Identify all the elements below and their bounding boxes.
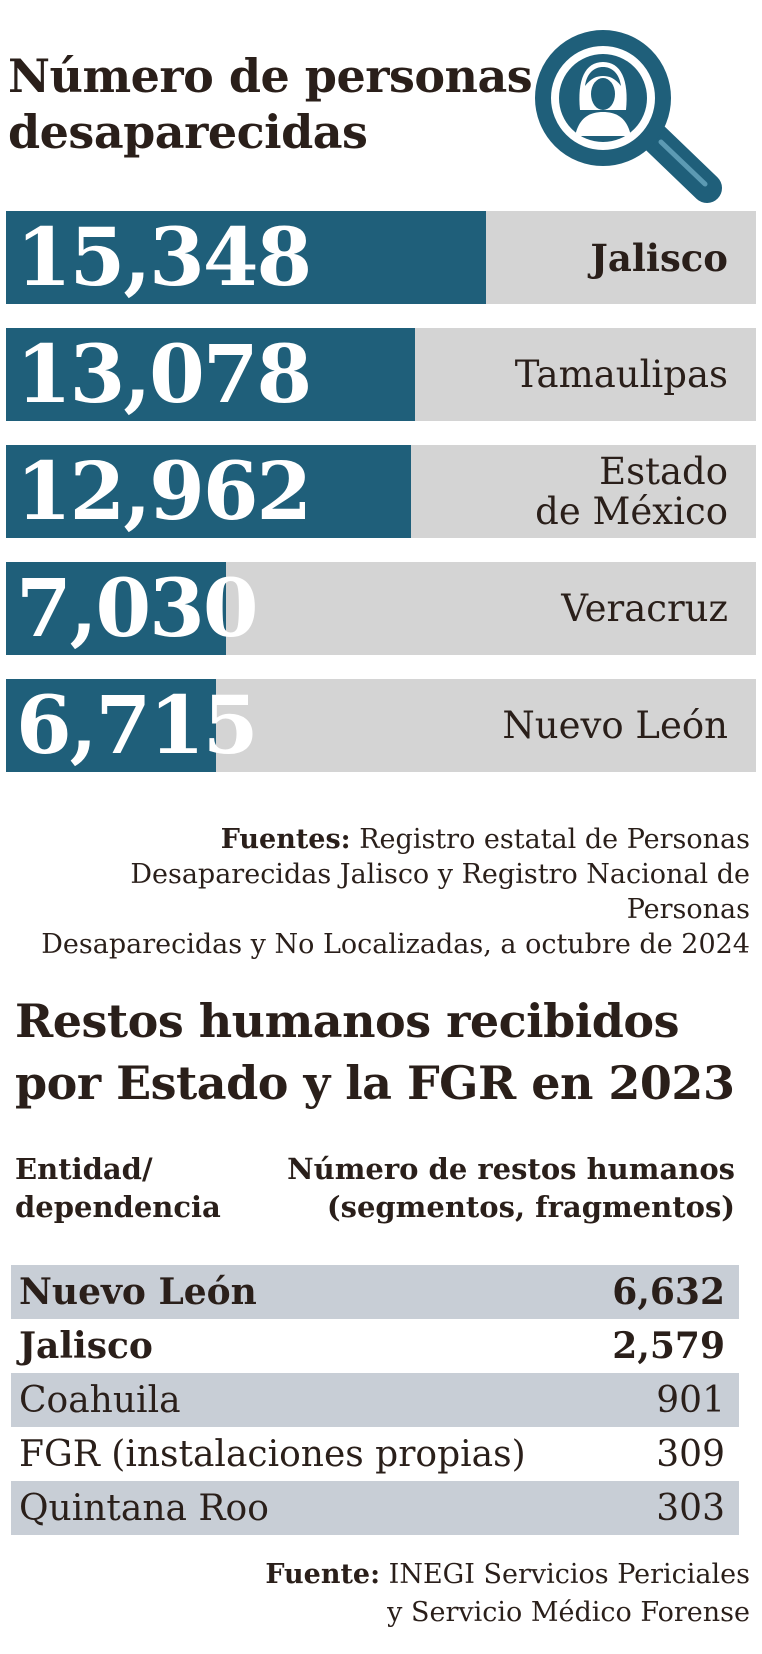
source-note: [10, 822, 750, 962]
source-text: Desaparecidas Jalisco y Registro Nacional de Personas: [130, 859, 750, 925]
column-header-line: dependencia: [15, 1190, 221, 1224]
count-cell: 303: [656, 1487, 725, 1529]
source-text: Desaparecidas y No Localizadas, a octubre de 2024: [41, 929, 750, 960]
table-row: [11, 1427, 739, 1481]
count-cell: 901: [656, 1379, 725, 1421]
chart-title-line: Número de personas: [8, 49, 533, 103]
entity-cell: Coahuila: [19, 1379, 181, 1421]
table-row: [11, 1373, 739, 1427]
magnifier-person-icon: [525, 18, 740, 213]
column-header-line: (segmentos, fragmentos): [326, 1190, 735, 1224]
bar-row: [6, 328, 756, 421]
count-cell: 6,632: [612, 1271, 725, 1313]
bar-value-label: 15,348: [16, 211, 311, 304]
column-header-line: Número de restos humanos: [287, 1152, 735, 1186]
bar-category-label: [515, 328, 728, 421]
count-cell: 309: [656, 1433, 725, 1475]
source-text: y Servicio Médico Forense: [387, 1597, 750, 1628]
category-label-line: Estado: [599, 449, 728, 493]
source-text: Registro estatal de Personas: [350, 824, 750, 855]
source-note-2: [265, 1556, 750, 1632]
bar-row: [6, 679, 756, 772]
category-label-line: Jalisco: [590, 235, 728, 280]
entity-cell: Quintana Roo: [19, 1487, 269, 1529]
entity-cell: Jalisco: [19, 1325, 153, 1367]
column-header-line: Entidad/: [15, 1152, 153, 1186]
bar-category-label: [561, 562, 728, 655]
category-label-line: Nuevo León: [502, 703, 728, 747]
entity-cell: FGR (instalaciones propias): [19, 1433, 526, 1475]
bar-category-label: [590, 211, 728, 304]
chart-title-line: desaparecidas: [8, 105, 368, 159]
table-title: [15, 990, 734, 1114]
source-label: Fuentes:: [220, 824, 351, 855]
bar-row: [6, 445, 756, 538]
table-row: [11, 1481, 739, 1535]
bar-row: [6, 562, 756, 655]
chart-title: [8, 48, 532, 160]
bar-row: [6, 211, 756, 304]
bar-value-label: 12,962: [16, 445, 311, 538]
bar-value-label: 6,715: [16, 679, 257, 772]
source-label: Fuente:: [265, 1559, 381, 1590]
bar-category-label: [535, 445, 728, 538]
bar-category-label: [502, 679, 728, 772]
source-text: INEGI Servicios Periciales: [380, 1559, 750, 1590]
remains-table: [11, 1265, 739, 1535]
entity-cell: Nuevo León: [19, 1271, 257, 1313]
category-label-line: de México: [535, 489, 728, 533]
category-label-line: Veracruz: [561, 586, 728, 630]
count-cell: 2,579: [612, 1325, 725, 1367]
bar-value-label: 13,078: [16, 328, 311, 421]
table-row: [11, 1319, 739, 1373]
category-label-line: Tamaulipas: [514, 352, 728, 396]
table-row: [11, 1265, 739, 1319]
column-header-count: [287, 1150, 735, 1226]
column-header-entity: [15, 1150, 221, 1226]
table-title-line: Restos humanos recibidos: [15, 994, 680, 1048]
bar-value-label: 7,030: [16, 562, 257, 655]
table-title-line: por Estado y la FGR en 2023: [15, 1056, 735, 1110]
bar-chart: [6, 211, 756, 796]
